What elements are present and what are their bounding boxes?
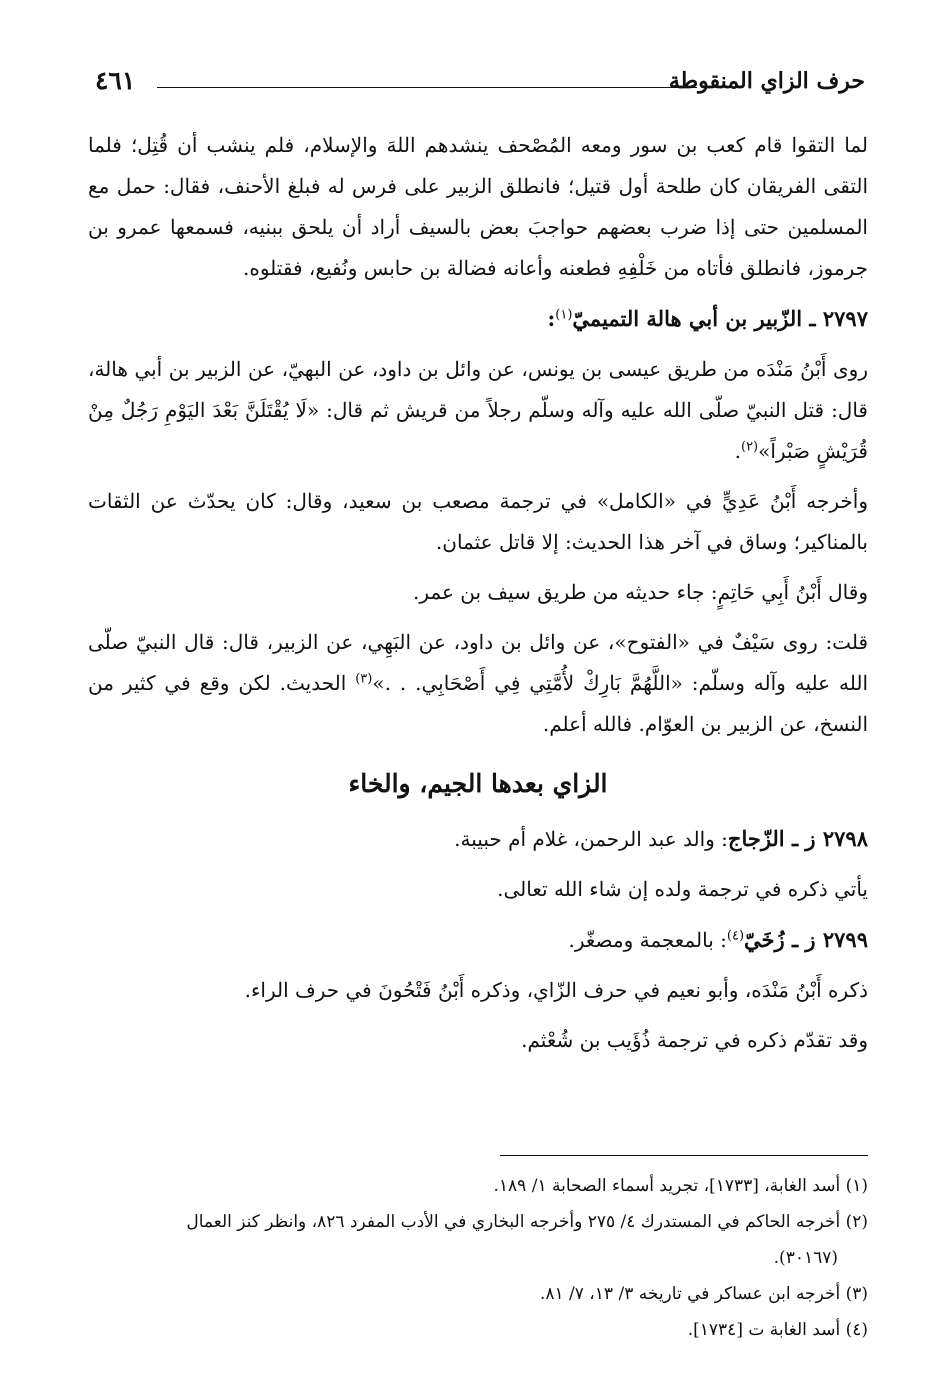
entry-title: ٢٧٩٨ ز ـ الزّجاج <box>727 826 868 851</box>
paragraph-taqaddam: وقد تقدّم ذكره في ترجمة ذُؤَيب بن شُعْثم. <box>521 1028 868 1052</box>
running-title: حرف الزاي المنقوطة <box>668 68 865 94</box>
paragraph-yati: يأتي ذكره في ترجمة ولده إن شاء الله تعالى. <box>497 877 868 901</box>
entry-colon: : <box>547 306 556 331</box>
page-header <box>95 62 865 112</box>
paragraph-text: روى أَبْنُ مَنْدَه من طريق عيسى بن يونس، عن وائل بن داود، عن البهيّ، عن الزبير بن أبي هالة، قال: قتل النبيّ صلّى الله عليه وآله وسلّم رجلاً من قريش ثم قال: «لَا يُقْتَلَنَّ بَعْدَ اليَوْمِ رَجُلٌ مِنْ قُرَيْشٍ صَبْراً» <box>88 357 868 463</box>
footnote-ref: (٢) <box>740 439 759 455</box>
entry-title: ٢٧٩٧ ـ الزّبير بن أبي هالة التميميّ <box>572 306 868 331</box>
footnote-rule <box>500 1155 868 1156</box>
footnote-3: (٣) أخرجه ابن عساكر في تاريخه ٣/ ١٣، ٧/ ٨١. <box>539 1284 868 1304</box>
footnote-2: (٢) أخرجه الحاكم في المستدرك ٤/ ٢٧٥ وأخرجه البخاري في الأدب المفرد ٨٢٦، وانظر كنز العمال <box>186 1212 868 1232</box>
footnote-1: (١) أسد الغابة، [١٧٣٣]، تجريد أسماء الصحابة ١/ ١٨٩. <box>493 1176 868 1196</box>
paragraph-ibn-adi: وأخرجه أَبْنُ عَدِيٍّ في «الكامل» في ترجمة مصعب بن سعيد، وقال: كان يحدّث عن الثقات بالمناكير؛ وساق في آخر هذا الحديث: إلا قاتل عثمان. <box>88 489 868 554</box>
page-number: ٤٦١ <box>95 66 136 95</box>
footnote-ref: (٣) <box>355 671 373 687</box>
entry-2798-heading <box>88 818 868 860</box>
paragraph-riwaya <box>88 349 868 472</box>
paragraph-qultu <box>88 622 868 745</box>
footnote-2-continuation: (٣٠١٦٧). <box>773 1248 838 1268</box>
section-heading: الزاي بعدها الجيم، والخاء <box>348 769 608 798</box>
entry-2799-heading <box>88 919 868 961</box>
entry-description: : والد عبد الرحمن، غلام أم حبيبة. <box>454 827 728 851</box>
paragraph-continuation: لما التقوا قام كعب بن سور ومعه المُصْحف ينشدهم اللهَ والإسلام، فلم ينشب أن قُتِل؛ فلما التقى الفريقان كان طلحة أول قتيل؛ فانطلق الزبير على فرس له فبلغ الأحنف، فقال: حمل مع المسلمين حتى إذا ضرب بعضهم حواجبَ بعض بالسيف أراد أن يلحق ببنيه، فسمعها عمرو بن جرموز، فانطلق فأتاه من خَلْفِهِ فطعنه وأعانه فضالة بن حابس ونُفيع، فقتلوه. <box>88 133 868 280</box>
paragraph-text: قلت: روى سَيْفٌ في «الفتوح»، عن وائل بن داود، عن البَهِي، عن الزبير، قال: قال النبيّ صلّى الله عليه وآله وسلّم: «اللَّهُمَّ بَارِكْ لأُمَّتِي فِي أَصْحَابِي. . .» <box>88 630 868 695</box>
footnote-ref: (٤) <box>726 928 745 944</box>
entry-2797-heading <box>88 298 868 340</box>
entry-title: ٢٧٩٩ ز ـ زُخَيّ <box>744 927 868 952</box>
paragraph-ibn-abi-hatim: وقال أَبْنُ أَبِي حَاتِمٍ: جاء حديثه من طريق سيف بن عمر. <box>413 580 868 604</box>
footnote-4: (٤) أسد الغابة ت [١٧٣٤]. <box>687 1320 868 1340</box>
footnotes <box>88 1168 868 1348</box>
footnote-ref: (١) <box>555 307 573 323</box>
paragraph-end: . <box>734 439 741 463</box>
paragraph-dhakarahu: ذكره أَبْنُ مَنْدَه، وأبو نعيم في حرف الزّاي، وذكره أَبْنُ فَتْحُونَ في حرف الراء. <box>244 978 868 1002</box>
main-text <box>88 125 868 1061</box>
entry-description: : بالمعجمة ومصغّر. <box>568 928 727 952</box>
paragraph-end: الحديث. لكن وقع في كثير من النسخ، عن الزبير بن العوّام. فالله أعلم. <box>88 671 868 736</box>
header-rule <box>157 87 697 88</box>
